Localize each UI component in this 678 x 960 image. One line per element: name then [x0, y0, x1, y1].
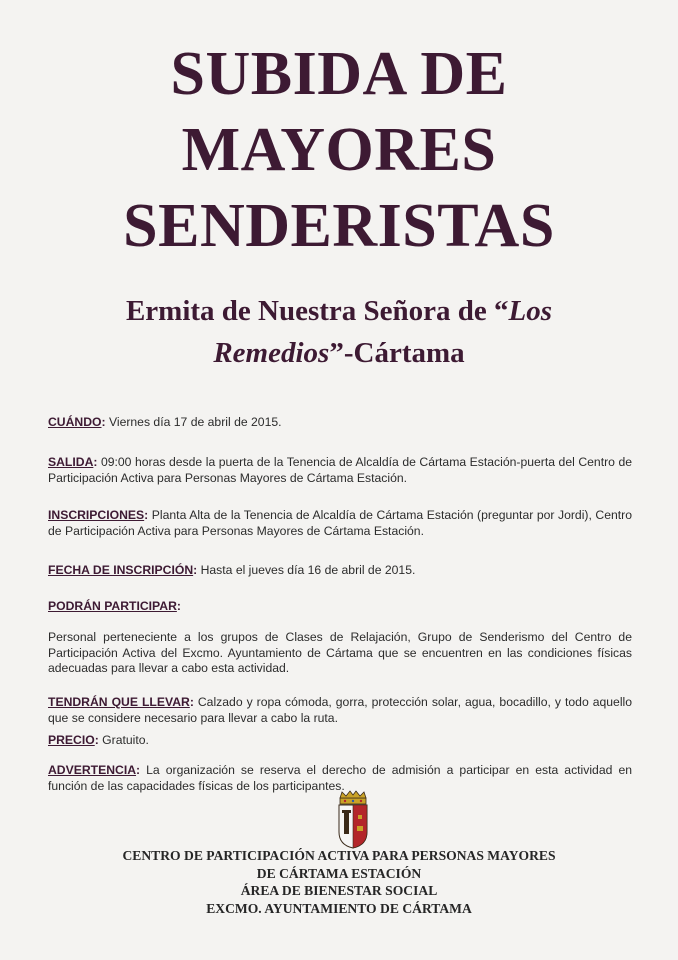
- label-podran-participar: PODRÁN PARTICIPAR: [48, 599, 177, 613]
- label-inscripciones: INSCRIPCIONES: [48, 508, 145, 522]
- section-tendran-que-llevar: TENDRÁN QUE LLEVAR: Calzado y ropa cómoda, gorra, protección solar, agua, bocadillo, y todo aquello que se considere necesario para llevar a cabo la ruta.: [48, 695, 633, 725]
- label-fecha-inscripcion: FECHA DE INSCRIPCIÓN: [48, 563, 194, 577]
- title-line-3: SENDERISTAS: [123, 192, 555, 260]
- section-salida: SALIDA: 09:00 horas desde la puerta de la Tenencia de Alcaldía de Cártama Estación-puerta del Centro de Participación Activa para Personas Mayores de Cártama Estación.: [48, 455, 632, 485]
- footer-organization: [0, 847, 678, 917]
- label-cuando: CUÁNDO: [48, 415, 102, 429]
- subtitle-italic-2: Remedios: [213, 337, 330, 369]
- text-fecha-inscripcion: Hasta el jueves día 16 de abril de 2015.: [197, 563, 416, 577]
- footer-line-2: DE CÁRTAMA ESTACIÓN: [256, 865, 422, 881]
- text-salida: 09:00 horas desde la puerta de la Tenencia de Alcaldía de Cártama Estación-puerta del Centro de Participación Activa para Personas Mayores de Cártama Estación.: [48, 455, 632, 485]
- text-tendran-que-llevar: Calzado y ropa cómoda, gorra, protección solar, agua, bocadillo, y todo aquello que se considere necesario para llevar a cabo la ruta.: [48, 695, 633, 725]
- subtitle-part-1: Ermita de Nuestra Señora de “: [125, 295, 509, 327]
- label-precio: PRECIO: [48, 733, 95, 747]
- footer-line-3: ÁREA DE BIENESTAR SOCIAL: [240, 883, 438, 898]
- poster-title: [0, 36, 678, 264]
- section-inscripciones: INSCRIPCIONES: Planta Alta de la Tenencia de Alcaldía de Cártama Estación (preguntar por Jordi), Centro de Participación Activa para Personas Mayores de Cártama Estación.: [48, 508, 632, 538]
- section-precio: PRECIO: Gratuito.: [48, 733, 149, 747]
- text-cuando: Viernes día 17 de abril de 2015.: [105, 415, 282, 429]
- text-podran-participar: Personal perteneciente a los grupos de Clases de Relajación, Grupo de Senderismo del Centro de Participación Activa del Excmo. Ayuntamiento de Cártama que se encuentren en las condiciones físicas adecuadas para llevar a cabo esta actividad.: [48, 630, 632, 675]
- section-fecha-inscripcion: FECHA DE INSCRIPCIÓN: Hasta el jueves día 16 de abril de 2015.: [48, 563, 416, 577]
- text-inscripciones: Planta Alta de la Tenencia de Alcaldía de Cártama Estación (preguntar por Jordi), Centro de Participación Activa para Personas Mayores de Cártama Estación.: [48, 508, 632, 538]
- section-podran-participar-heading: PODRÁN PARTICIPAR:: [48, 599, 181, 613]
- label-advertencia: ADVERTENCIA: [48, 763, 137, 777]
- text-precio: Gratuito.: [98, 733, 149, 747]
- section-cuando: CUÁNDO: Viernes día 17 de abril de 2015.: [48, 415, 282, 429]
- subtitle-italic-1: Los: [508, 295, 553, 327]
- section-advertencia: ADVERTENCIA: La organización se reserva el derecho de admisión a participar en esta actividad en función de las capacidades físicas de los participantes.: [48, 763, 632, 793]
- footer-line-4: EXCMO. AYUNTAMIENTO DE CÁRTAMA: [206, 900, 472, 916]
- title-line-1: SUBIDA DE: [170, 40, 508, 108]
- title-line-2: MAYORES: [181, 116, 497, 184]
- label-salida: SALIDA: [48, 455, 94, 469]
- text-advertencia: La organización se reserva el derecho de admisión a participar en esta actividad en función de las capacidades físicas de los participantes.: [48, 763, 632, 793]
- footer-line-1: CENTRO DE PARTICIPACIÓN ACTIVA PARA PERSONAS MAYORES: [122, 848, 556, 863]
- label-tendran-que-llevar: TENDRÁN QUE LLEVAR: [48, 695, 190, 709]
- section-podran-participar-text: [48, 630, 632, 677]
- coat-of-arms-icon: [333, 790, 373, 850]
- poster-subtitle: [0, 290, 678, 374]
- subtitle-part-2: ”-Cártama: [329, 337, 465, 369]
